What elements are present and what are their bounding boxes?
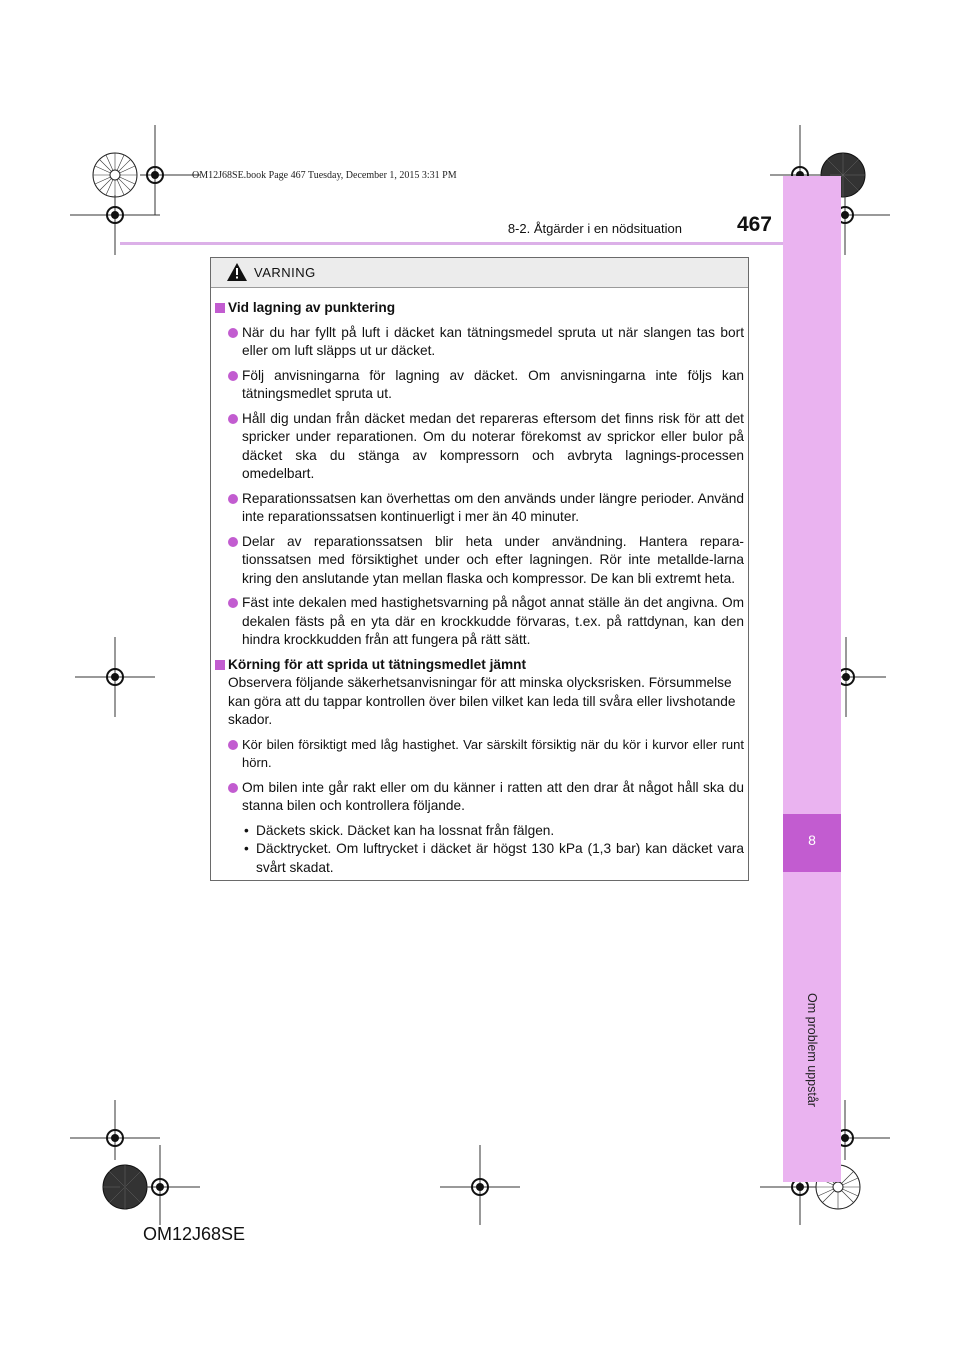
list-item: När du har fyllt på luft i däcket kan tätningsmedel spruta ut när slangen tas bort eller om luft släpps ut ur däcket. xyxy=(215,324,744,361)
list-item: Fäst inte dekalen med hastighetsvarning på något annat ställe än det angivna. Om dekalen fästs på en yta där en krockkudde förvaras, t.ex. på rattdynan, kan den hindra krockkudden från att fungera på rätt sätt. xyxy=(215,594,744,650)
sub-list-item: • Däcktrycket. Om luftrycket i däcket är högst 130 kPa (1,3 bar) kan däcket vara svårt skadat. xyxy=(215,840,744,877)
page-number: 467 xyxy=(736,213,772,236)
warning-title: VARNING xyxy=(254,265,316,280)
warning-triangle-icon xyxy=(226,262,248,287)
section-heading: Körning för att sprida ut tätningsmedlet jämnt xyxy=(215,656,744,675)
list-item: Håll dig undan från däcket medan det repareras eftersom det finns risk för att det spricker under reparationen. Om du noterar förekomst av sprickor eller bulor på däcket ska du stänga av kompressorn och avbryta lagnings-processen omedelbart. xyxy=(215,410,744,484)
crosshair-mark xyxy=(75,637,155,717)
crosshair-mark xyxy=(70,195,160,255)
warning-content xyxy=(215,299,744,877)
sub-list-item: • Däckets skick. Däcket kan ha lossnat från fälgen. xyxy=(215,822,744,841)
list-item: Reparationssatsen kan överhettas om den används under längre perioder. Använd inte reparationssatsen kontinuerligt i mer än 40 minuter. xyxy=(215,490,744,527)
list-item: Följ anvisningarna för lagning av däcket. Om anvisningarna inte följs kan tätningsmedlet spruta ut. xyxy=(215,367,744,404)
intro-paragraph: Observera följande säkerhetsanvisningar för att minska olycksrisken. Försummelse kan göra att du tappar kontrollen över bilen vilket kan leda till svåra eller livshotande skador. xyxy=(228,675,736,727)
section-heading: Vid lagning av punktering xyxy=(215,299,744,318)
section-title: 8-2. Åtgärder i en nödsituation xyxy=(507,221,682,236)
list-item: Kör bilen försiktigt med låg hastighet. Var särskilt försiktig när du kör i kurvor eller runt hörn. xyxy=(215,736,744,773)
header-rule xyxy=(120,242,783,245)
list-item: Om bilen inte går rakt eller om du känner i ratten att den drar åt något håll ska du stanna bilen och kontrollera följande. xyxy=(215,779,744,816)
document-code: OM12J68SE xyxy=(143,1224,246,1244)
print-header: OM12J68SE.book Page 467 Tuesday, December 1, 2015 3:31 PM xyxy=(192,170,457,181)
list-item: Delar av reparationssatsen blir heta under användning. Hantera repara-tionssatsen med försiktighet under och efter lagningen. Rör inte metallde-larna kring den anslutande ytan mellan flaska och kompressor. De kan bli extremt heta. xyxy=(215,533,744,589)
chapter-label: Om problem uppstår xyxy=(805,993,819,1107)
chapter-number: 8 xyxy=(808,832,816,848)
crosshair-mark xyxy=(440,1145,520,1225)
crosshair-mark xyxy=(120,1145,200,1225)
